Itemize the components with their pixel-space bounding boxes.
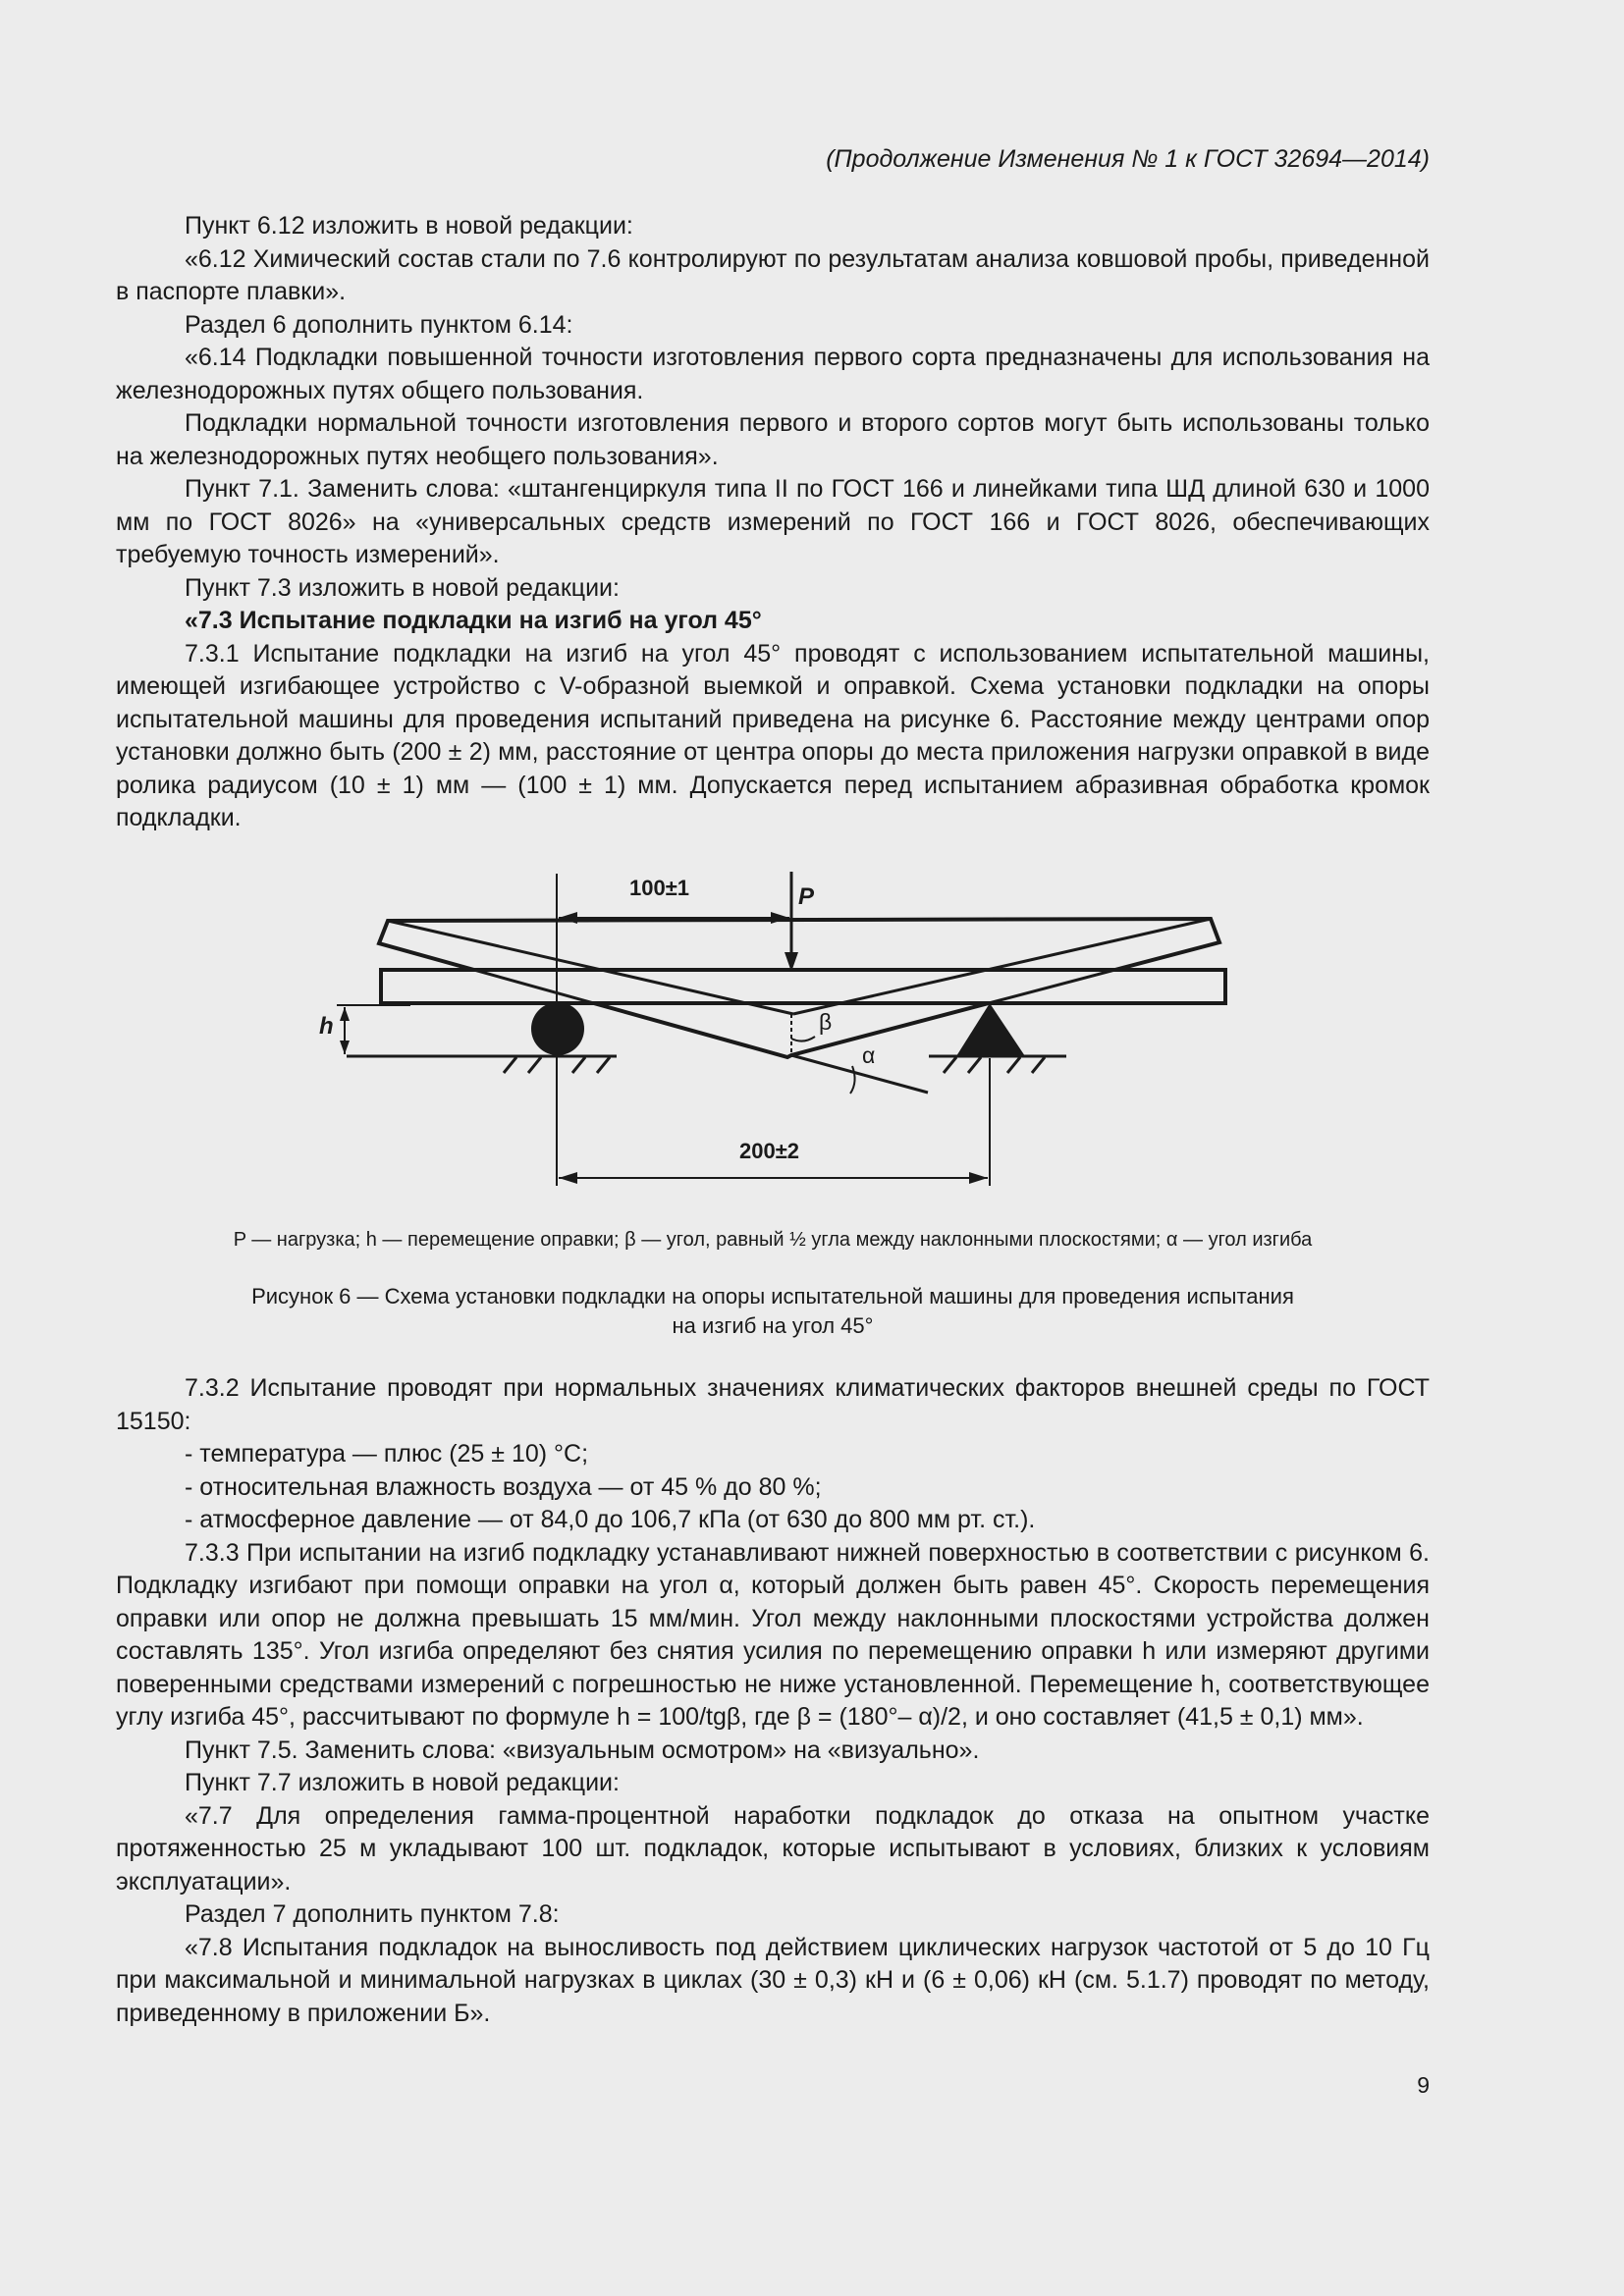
bottom-text-block (116, 1372, 1430, 2030)
dimension-label-top: 100±1 (629, 876, 690, 900)
alpha-label: α (862, 1042, 876, 1068)
beta-label: β (819, 1009, 833, 1035)
list-item: - температура — плюс (25 ± 10) °С; (185, 1440, 589, 1468)
paragraph: Пункт 7.5. Заменить слова: «визуальным осмотром» на «визуально». (185, 1735, 980, 1764)
paragraph: Пункт 6.12 изложить в новой редакции: (185, 212, 633, 240)
dimension-label-bottom: 200±2 (739, 1139, 800, 1163)
paragraph: 7.3.1 Испытание подкладки на изгиб на угол 45° проводят с использованием испытательной машины, имеющей изгибающее устройство с V-образной выемкой и оправкой. Схема установки подкладки на опоры испытательной машины для проведения испытаний приведена на рисунке 6. Расстояние между центрами опор установки должно быть (200 ± 2) мм, расстояние от центра опоры до места приложения нагрузки оправкой в виде ролика радиусом (10 ± 1) мм — (100 ± 1) мм. Допускается перед испытанием абразивная обработка кромок подкладки. (116, 639, 1430, 831)
paragraph: «7.7 Для определения гамма-процентной наработки подкладок до отказа на опытном участке протяженностью 25 м укладывают 100 шт. подкладок, которые испытывают в условиях, близких к условиям эксплуатации». (116, 1801, 1430, 1896)
figure-6-diagram (116, 862, 1430, 1196)
list-item: - атмосферное давление — от 84,0 до 106,7 кПа (от 630 до 800 мм рт. ст.). (185, 1506, 1036, 1533)
paragraph: 7.3.2 Испытание проводят при нормальных значениях климатических факторов внешней среды по ГОСТ 15150: (116, 1374, 1430, 1435)
figure-caption (116, 1282, 1430, 1341)
paragraph: «6.14 Подкладки повышенной точности изготовления первого сорта предназначены для использования на железнодорожных путях общего пользования. (116, 344, 1430, 404)
paragraph: Пункт 7.1. Заменить слова: «штангенциркуля типа II по ГОСТ 166 и линейками типа ШД длиной 630 и 1000 мм по ГОСТ 8026» на «универсальных средств измерений по ГОСТ 166 и ГОСТ 8026, обеспечивающих требуемую точность измерений». (116, 475, 1430, 568)
load-label: P (798, 883, 815, 910)
right-fixed-support (956, 1003, 1025, 1056)
figure-legend: P — нагрузка; h — перемещение оправки; β — угол, равный ½ угла между наклонными плоскостями; α — угол изгиба (233, 1229, 1313, 1251)
paragraph: «7.8 Испытания подкладок на выносливость под действием циклических нагрузок частотой от 5 до 10 Гц при максимальной и минимальной нагрузках в циклах (30 ± 0,3) кН и (6 ± 0,06) кН (см. 5.1.7) проводят по методу, приведенному в приложении Б». (116, 1933, 1430, 2027)
alpha-ray (791, 1055, 928, 1093)
paragraph: Раздел 7 дополнить пунктом 7.8: (185, 1900, 560, 1928)
h-label: h (319, 1013, 334, 1040)
list-item: - относительная влажность воздуха — от 45 % до 80 %; (185, 1472, 822, 1501)
paragraph: Подкладки нормальной точности изготовления первого и второго сортов могут быть использованы только на железнодорожных путях необщего пользования». (116, 409, 1430, 470)
running-header: (Продолжение Изменения № 1 к ГОСТ 32694—2014) (826, 145, 1430, 173)
paragraph: «6.12 Химический состав стали по 7.6 контролируют по результатам анализа ковшовой пробы, приведенной в паспорте плавки». (116, 244, 1430, 305)
figure-caption-line: на изгиб на угол 45° (672, 1313, 874, 1338)
paragraph: Пункт 7.3 изложить в новой редакции: (185, 573, 620, 602)
paragraph: Пункт 7.7 изложить в новой редакции: (185, 1769, 620, 1796)
top-text-block (116, 210, 1430, 835)
figure-caption-line: Рисунок 6 — Схема установки подкладки на опоры испытательной машины для проведения испытания (251, 1284, 1294, 1308)
page-number: 9 (1417, 2072, 1430, 2098)
paragraph: 7.3.3 При испытании на изгиб подкладку устанавливают нижней поверхностью в соответствии с рисунком 6. Подкладку изгибают при помощи оправки на угол α, который должен быть равен 45°. Скорость перемещения оправки или опор не должна превышать 15 мм/мин. Угол между наклонными плоскостями устройства должен составлять 135°. Угол изгиба определяют без снятия усилия по перемещению оправки h или измеряют другими поверенными средствами измерений с погрешностью не ниже установленной. Перемещение h, соответствующее углу изгиба 45°, рассчитывают по формуле h = 100/tgβ, где β = (180°– α)/2, и оно составляет (41,5 ± 0,1) мм». (116, 1538, 1430, 1731)
paragraph: Раздел 6 дополнить пунктом 6.14: (185, 310, 573, 339)
section-heading: «7.3 Испытание подкладки на изгиб на угол 45° (185, 607, 762, 634)
